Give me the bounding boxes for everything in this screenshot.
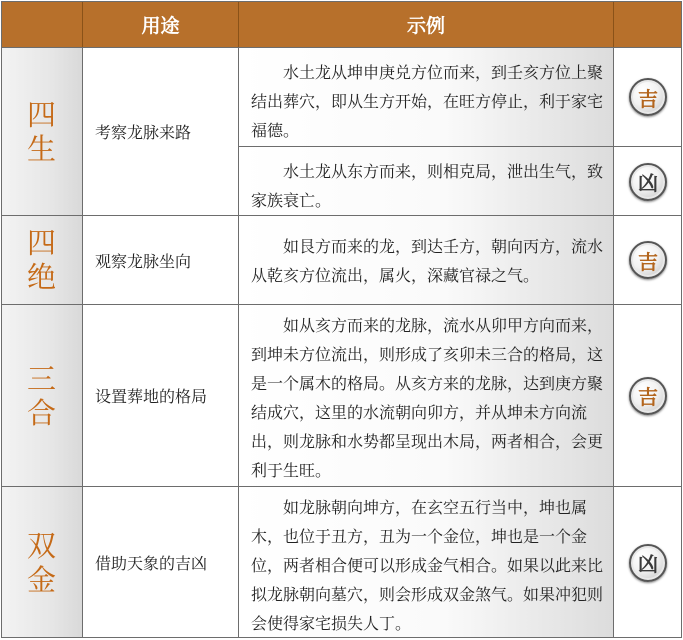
example-group xyxy=(239,48,614,215)
verdict-group xyxy=(614,48,682,215)
verdict-good-badge: 吉 xyxy=(629,377,667,415)
verdict-cell xyxy=(614,146,682,216)
header-verdict xyxy=(614,1,682,47)
table-row-sanhe xyxy=(1,304,682,486)
example-text: 水土龙从坤申庚兑方位而来，到壬亥方位上聚结出葬穴，即从生方开始，在旺方停止，利于家宅福德。 xyxy=(251,63,604,140)
use-cell: 观察龙脉坐向 xyxy=(83,216,239,304)
row-label-cell xyxy=(1,305,83,486)
verdict-bad-badge: 凶 xyxy=(629,544,667,582)
use-cell: 借助天象的吉凶 xyxy=(83,487,239,638)
example-cell xyxy=(239,48,614,146)
example-cell xyxy=(239,216,614,304)
use-cell: 设置葬地的格局 xyxy=(83,305,239,486)
example-cell xyxy=(239,146,614,216)
verdict-cell xyxy=(614,487,682,638)
table-row-sisheng xyxy=(1,47,682,215)
table-row-shuangjin xyxy=(1,486,682,638)
example-text: 如从亥方而来的龙脉，流水从卯甲方向而来，到坤未方位流出，则形成了亥卯未三合的格局，这是一个属木的格局。从亥方来的龙脉，达到庚方聚结成穴，这里的水流朝向卯方，并从坤未方向流出，则龙脉和水势都呈现出木局，两者相合，会更利于生旺。 xyxy=(251,316,604,480)
verdict-cell xyxy=(614,48,682,146)
row-label-cell xyxy=(1,48,83,215)
header-use: 用途 xyxy=(83,1,239,47)
example-text: 如艮方而来的龙，到达壬方，朝向丙方，流水从乾亥方位流出，属火，深藏官禄之气。 xyxy=(251,237,604,285)
verdict-cell xyxy=(614,305,682,486)
example-text: 如龙脉朝向坤方，在玄空五行当中，坤也属木，也位于丑方，丑为一个金位，坤也是一个金位，两者相合便可以形成金气相合。如果以此来比拟龙脉朝向墓穴，则会形成双金煞气。如果冲犯则会使得家宅损失人丁。 xyxy=(251,498,604,633)
verdict-good-badge: 吉 xyxy=(629,241,667,279)
row-label-cell xyxy=(1,216,83,304)
table-row-sijue xyxy=(1,215,682,304)
row-label-cell xyxy=(1,487,83,638)
verdict-good-badge: 吉 xyxy=(629,78,667,116)
example-cell xyxy=(239,487,614,638)
row-label: 四绝 xyxy=(26,226,56,294)
header-example: 示例 xyxy=(239,1,614,47)
verdict-cell xyxy=(614,216,682,304)
verdict-bad-badge: 凶 xyxy=(629,163,667,201)
row-label: 三合 xyxy=(26,361,56,430)
row-label: 四生 xyxy=(26,97,56,166)
example-cell xyxy=(239,305,614,486)
header-corner xyxy=(1,1,83,47)
feng-shui-table xyxy=(1,1,682,638)
row-label: 双金 xyxy=(26,528,56,597)
use-cell: 考察龙脉来路 xyxy=(83,48,239,215)
example-text: 水土龙从东方而来，则相克局，泄出生气，致家族衰亡。 xyxy=(251,162,604,210)
